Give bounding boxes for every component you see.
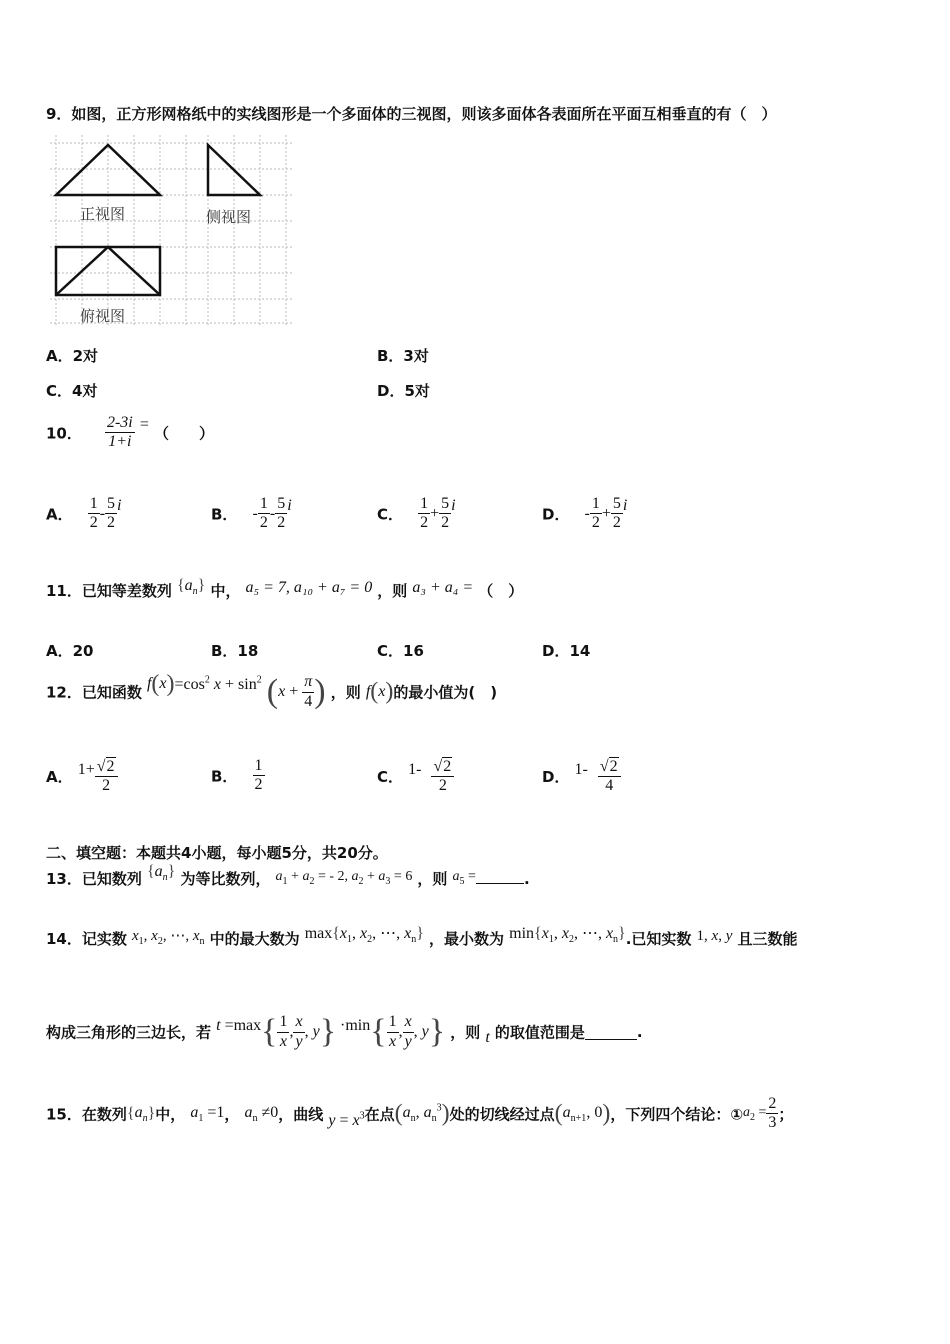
q10-denominator: 1+i <box>108 433 132 451</box>
q12-suffix: 的最小值为( ) <box>393 683 498 702</box>
q10-option-a[interactable]: A． $\frac{1}{2}$ - $\frac{5}{2}$ i <box>46 495 122 532</box>
q10-option-a-label: A． <box>46 505 73 524</box>
q10-number: 10． <box>46 424 82 443</box>
q14-answer-blank[interactable] <box>585 1025 637 1040</box>
q12-then: ，则 <box>330 683 361 702</box>
q10-equals: = <box>139 415 149 433</box>
q14-line2a: 构成三角形的三边长，若 <box>46 1023 212 1042</box>
q12-stem: 12．已知函数 $f(x)=\cos^2$ $x + \sin^2 (x$ + $\frac{\pi}{4}$ ) ，则 f(x)的最小值为( ) <box>46 670 498 710</box>
q11-condition: a₅ = 7, a₁₀ + a₇ = 0 <box>245 579 373 596</box>
q14-line2c: 的取值范围是 <box>494 1023 585 1042</box>
q12-option-b-label: B． <box>211 767 238 786</box>
q13-then: ，则 <box>417 870 448 888</box>
q10-option-b-label: B． <box>211 505 238 524</box>
q13-mid: 为等比数列， <box>180 870 271 888</box>
q15-c1: ， <box>224 1105 240 1124</box>
top-view-label: 俯视图 <box>80 307 126 325</box>
q11-then: ，则 <box>377 582 408 600</box>
q12-option-c-label: C． <box>377 767 404 786</box>
q15-stem: 15．在数列$\{a_n\}$中， $a_1 =1$， $a_n \ne 0$，曲线 $y = x^3$在点($a_n$, $a_n^3$)处的切线经过点($a_{n+1}$, 0)，下列四个结论：$①a_2$ = $\frac{2}{3}$ ； <box>46 1095 794 1132</box>
q9-option-b[interactable]: B．3对 <box>377 347 429 365</box>
q10-option-d[interactable]: D． - $\frac{1}{2}$ + $\frac{5}{2}$ i <box>542 495 628 532</box>
q9-option-d[interactable]: D．5对 <box>377 382 430 400</box>
q13-prefix: 13．已知数列 <box>46 870 142 888</box>
q9-stem: 9．如图，正方形网格纸中的实线图形是一个多面体的三视图，则该多面体各表面所在平面互相垂直的有（ ） <box>46 105 777 123</box>
q13-end: . <box>523 870 530 888</box>
q14-end: . <box>636 1023 643 1041</box>
q11-option-c[interactable]: C．16 <box>377 642 424 660</box>
q10-option-c[interactable]: C． $\frac{1}{2}$ + $\frac{5}{2}$ i <box>377 495 456 532</box>
q10-option-b[interactable]: B． - $\frac{1}{2}$ - $\frac{5}{2}$ i <box>211 495 292 532</box>
q14-prefix: 14．记实数 <box>46 930 127 948</box>
q15-c5: ，下列四个结论：① <box>610 1105 744 1124</box>
q10-stem <box>46 414 214 452</box>
q11-stem: 11．已知等差数列 $\{a_n\}$ 中， a₅ = 7, a₁₀ + a₇ = 0 ，则 a₃ + a₄ = （ ） <box>46 577 524 600</box>
q11-paren: （ ） <box>478 582 524 600</box>
q13-answer-blank[interactable] <box>476 869 524 884</box>
q10-option-d-label: D． <box>542 505 570 524</box>
three-view-grid <box>50 135 292 327</box>
q15-prefix: 15．在数列 <box>46 1105 127 1124</box>
q12-option-b[interactable]: B． $\frac{1}{2}$ <box>211 757 263 794</box>
q12-option-d-label: D． <box>542 767 570 786</box>
section-2-heading: 二、填空题：本题共4小题，每小题5分，共20分。 <box>46 844 388 862</box>
q11-option-b[interactable]: B．18 <box>211 642 259 660</box>
q11-option-a[interactable]: A．20 <box>46 642 94 660</box>
q14-stem-line2: 构成三角形的三边长，若 t =max{ $\frac{1}{x}$ , $\frac{x}{y}$ , y} ·min{ $\frac{1}{x}$ , $\frac{x}{y}$ , y} ，则 t 的取值范围是 . <box>46 1013 643 1050</box>
q12-prefix: 12．已知函数 <box>46 683 142 702</box>
q10-numerator: 2-3i <box>105 414 135 433</box>
q14-text3: .已知实数 <box>625 930 692 948</box>
q9-option-c[interactable]: C．4对 <box>46 382 98 400</box>
q14-text4: 且三数能 <box>737 930 798 948</box>
q12-option-d[interactable]: D． 1- $\frac{√2}{4}$ <box>542 757 621 796</box>
q11-mid: 中， <box>210 582 241 600</box>
q14-text2: ，最小数为 <box>429 930 505 948</box>
q14-stem-line1: 14．记实数 $x_1$, $x_2$, ⋯, $x_n$ 中的最大数为 $\max\{x_1$, $x_2$, ⋯, $x_n$} ，最小数为 $\min\{x_1$, $x_2$, ⋯, $x_n$}.已知实数 1, x, y 且三数能 <box>46 925 798 948</box>
q10-option-c-label: C． <box>377 505 404 524</box>
q14-text1: 中的最大数为 <box>209 930 300 948</box>
q13-stem: 13．已知数列 $\{a_n\}$ 为等比数列， $a_1 + a_2$ = - 2, $a_2 + a_3 = 6$ ，则 $a_5$ = . <box>46 863 530 888</box>
q14-line2b: ，则 <box>450 1023 481 1042</box>
q15-c4: 处的切线经过点 <box>449 1105 555 1124</box>
side-view-label: 侧视图 <box>206 208 252 226</box>
q12-option-c[interactable]: C． 1- $\frac{√2}{2}$ <box>377 757 454 796</box>
q9-option-a[interactable]: A．2对 <box>46 347 99 365</box>
three-view-figure <box>50 135 292 327</box>
q11-ask: a₃ + a₄ = <box>412 579 474 596</box>
q10-fraction <box>105 414 135 452</box>
q15-mid: 中， <box>155 1105 186 1124</box>
q11-option-d[interactable]: D．14 <box>542 642 591 660</box>
q11-prefix: 11．已知等差数列 <box>46 582 172 600</box>
q10-paren: （ ） <box>153 424 214 443</box>
q15-c3: 在点 <box>364 1105 395 1124</box>
q15-c2: ，曲线 <box>278 1105 324 1124</box>
q12-option-a[interactable]: A． 1+ $\frac{√2}{2}$ <box>46 757 118 796</box>
q15-end: ； <box>778 1105 794 1124</box>
q12-option-a-label: A． <box>46 767 73 786</box>
front-view-label: 正视图 <box>80 205 126 223</box>
